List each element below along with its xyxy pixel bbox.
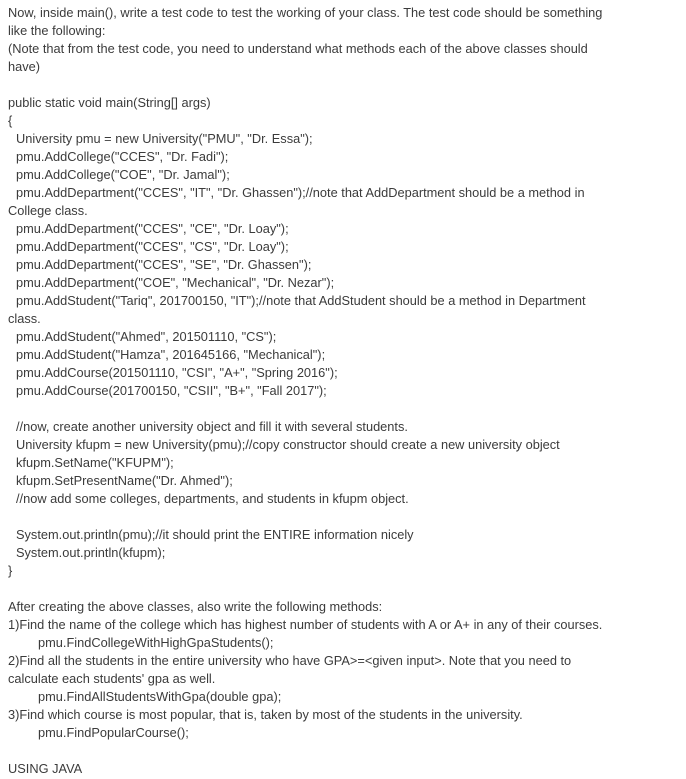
intro-line-3: (Note that from the test code, you need to understand what methods each of the above classes should (8, 41, 588, 56)
method-item-2-cont: calculate each students' gpa as well. (8, 671, 216, 686)
methods-heading: After creating the above classes, also write the following methods: (8, 599, 383, 614)
code-line: pmu.AddCollege("CCES", "Dr. Fadi"); (16, 149, 229, 164)
code-line: pmu.AddDepartment("CCES", "IT", "Dr. Ghassen");//note that AddDepartment should be a method in (16, 185, 585, 200)
method-item-3: 3)Find which course is most popular, that is, taken by most of the students in the university. (8, 707, 523, 722)
code-line: kfupm.SetPresentName("Dr. Ahmed"); (16, 473, 233, 488)
spacer (8, 580, 672, 598)
method-item-1: 1)Find the name of the college which has highest number of students with A or A+ in any of their courses. (8, 617, 603, 632)
code-line: System.out.println(pmu);//it should print the ENTIRE information nicely (16, 527, 414, 542)
method-item-2: 2)Find all the students in the entire university who have GPA>=<given input>. Note that you need to (8, 653, 572, 668)
code-line: pmu.AddStudent("Tariq", 201700150, "IT");//note that AddStudent should be a method in Department (16, 293, 586, 308)
code-line: University kfupm = new University(pmu);//copy constructor should create a new university object (16, 437, 560, 452)
code-line: System.out.println(kfupm); (16, 545, 166, 560)
intro-line-2: like the following: (8, 23, 106, 38)
method-call-2: pmu.FindAllStudentsWithGpa(double gpa); (38, 689, 282, 704)
code-line: pmu.AddStudent("Hamza", 201645166, "Mechanical"); (16, 347, 326, 362)
code-line: pmu.AddCollege("COE", "Dr. Jamal"); (16, 167, 230, 182)
code-line: //now, create another university object and fill it with several students. (16, 419, 408, 434)
code-line: pmu.AddCourse(201501110, "CSI", "A+", "Spring 2016"); (16, 365, 338, 380)
spacer (8, 508, 672, 526)
intro-line-4: have) (8, 59, 41, 74)
spacer (8, 400, 672, 418)
code-line: pmu.AddDepartment("CCES", "CE", "Dr. Loay"); (16, 221, 289, 236)
spacer (8, 76, 672, 94)
spacer (8, 742, 672, 760)
code-line: University pmu = new University("PMU", "Dr. Essa"); (16, 131, 313, 146)
footer-note: USING JAVA (8, 761, 83, 776)
method-call-3: pmu.FindPopularCourse(); (38, 725, 189, 740)
code-line: //now add some colleges, departments, and students in kfupm object. (16, 491, 409, 506)
code-line: pmu.AddDepartment("CCES", "CS", "Dr. Loay"); (16, 239, 289, 254)
main-signature: public static void main(String[] args) (8, 95, 211, 110)
code-line: pmu.AddDepartment("CCES", "SE", "Dr. Ghassen"); (16, 257, 312, 272)
document-body (8, 4, 672, 778)
code-line: pmu.AddDepartment("COE", "Mechanical", "Dr. Nezar"); (16, 275, 335, 290)
close-brace: } (8, 563, 13, 578)
open-brace: { (8, 113, 13, 128)
code-wrap-line: College class. (8, 203, 88, 218)
code-wrap-line: class. (8, 311, 41, 326)
code-line: pmu.AddStudent("Ahmed", 201501110, "CS"); (16, 329, 277, 344)
code-line: kfupm.SetName("KFUPM"); (16, 455, 174, 470)
code-line: pmu.AddCourse(201700150, "CSII", "B+", "Fall 2017"); (16, 383, 327, 398)
intro-line-1: Now, inside main(), write a test code to test the working of your class. The test code should be something (8, 5, 603, 20)
method-call-1: pmu.FindCollegeWithHighGpaStudents(); (38, 635, 274, 650)
